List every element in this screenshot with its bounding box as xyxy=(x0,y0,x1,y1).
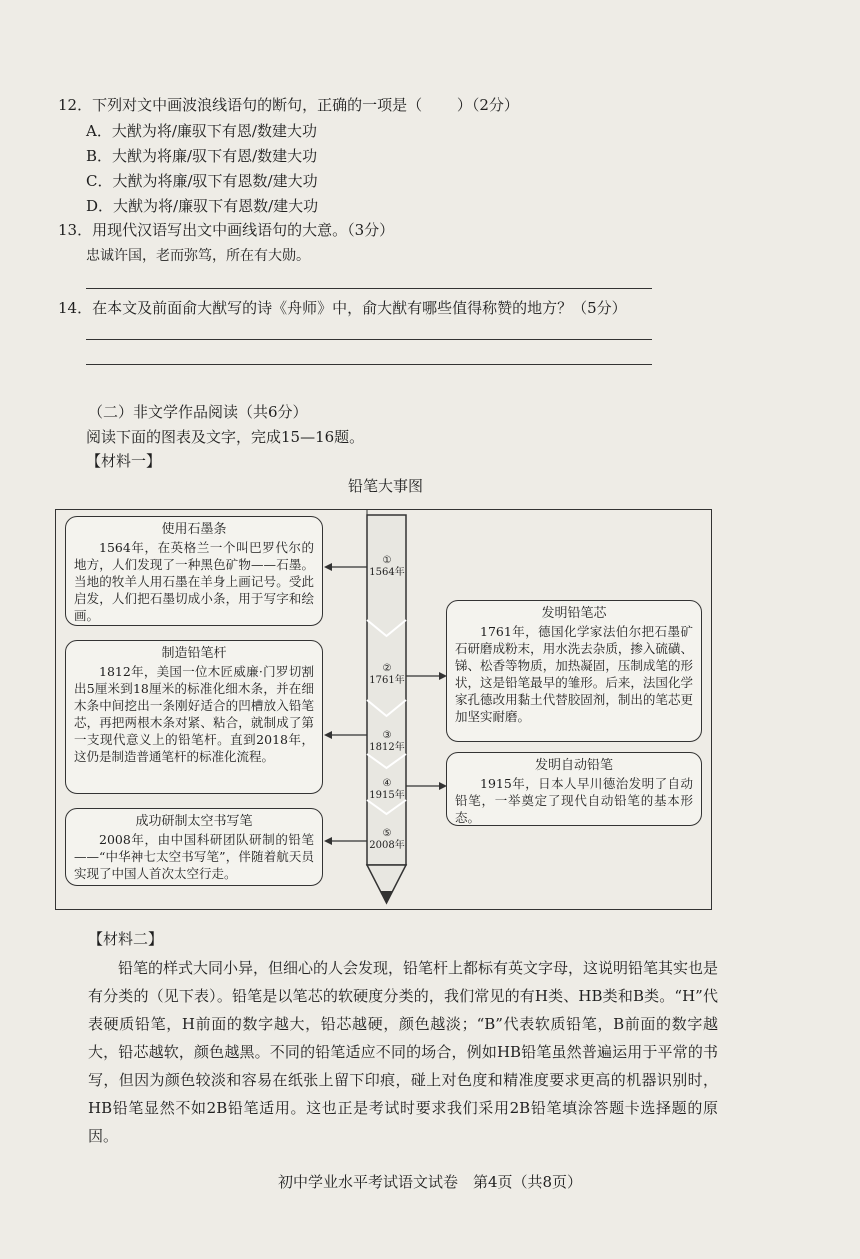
material1-label: 【材料一】 xyxy=(86,452,162,470)
box-holder-text: 1812年，美国一位木匠威廉·门罗切割出5厘米到18厘米的标准化细木条，并在细木条中间挖出一条刚好适合的凹槽放入铅笔芯，再把两根木条对紧、粘合，就制成了第一支现代意义上的铅笔杆。直到2018年，这仍是制造普通笔杆的标准化流程。 xyxy=(74,664,314,764)
box-space xyxy=(65,808,323,886)
box-lead-text: 1761年，德国化学家法伯尔把石墨矿石研磨成粉末，用水洗去杂质，掺入硫磺、锑、松香等物质，加热凝固，压制成笔的形状，这是铅笔最早的雏形。后来，法国化学家孔德改用黏土代替胶固剂，制出的笔芯更加坚实耐磨。 xyxy=(455,624,693,724)
box-lead-title: 发明铅笔芯 xyxy=(541,606,607,621)
box-graphite-title: 使用石墨条 xyxy=(161,522,227,537)
q12-option-d: D．大猷为将/廉驭下有恩数/建大功 xyxy=(86,197,319,215)
box-mechanical-text: 1915年，日本人早川德治发明了自动铅笔，一举奠定了现代自动铅笔的基本形态。 xyxy=(455,776,693,825)
milestone-5 xyxy=(368,828,406,852)
box-holder-title: 制造铅笔杆 xyxy=(161,646,227,661)
milestone-5-num: ⑤ xyxy=(382,828,392,839)
q14-answer-line-1 xyxy=(86,339,652,340)
q13-handwritten-answer: 忠诚许国，老而弥笃，所在有大勋。 xyxy=(86,248,310,264)
q12-option-c: C．大猷为将廉/驭下有恩数/建大功 xyxy=(86,172,318,190)
milestone-2 xyxy=(368,663,406,687)
q12-option-b: B．大猷为将廉/驭下有恩/数建大功 xyxy=(86,147,318,165)
q12-option-a: A．大猷为将/廉驭下有恩/数建大功 xyxy=(86,122,317,140)
q13-stem: 13．用现代汉语写出文中画线语句的大意。（3分） xyxy=(58,221,395,239)
box-graphite-text: 1564年，在英格兰一个叫巴罗代尔的地方，人们发现了一种黑色矿物——石墨。当地的牧羊人用石墨在羊身上画记号。受此启发，人们把石墨切成小条，用于写字和绘画。 xyxy=(74,540,314,623)
milestone-4-year: 1915年 xyxy=(369,790,405,801)
box-space-text: 2008年，由中国科研团队研制的铅笔——“中华神七太空书写笔”，伴随着航天员实现了中国人首次太空行走。 xyxy=(74,832,314,881)
box-mechanical xyxy=(446,752,702,826)
material2-label: 【材料二】 xyxy=(88,930,164,948)
box-mechanical-title: 发明自动铅笔 xyxy=(534,758,613,773)
milestone-2-num: ② xyxy=(382,663,392,674)
box-graphite xyxy=(65,516,323,626)
box-lead xyxy=(446,600,702,742)
milestone-4-num: ④ xyxy=(382,778,392,789)
material2-paragraph: 铅笔的样式大同小异，但细心的人会发现，铅笔杆上都标有英文字母，这说明铅笔其实也是有分类的（见下表）。铅笔是以笔芯的软硬度分类的，我们常见的有H类、HB类和B类。“H”代表硬质铅笔，H前面的数字越大，铅芯越硬，颜色越淡；“B”代表软质铅笔，B前面的数字越大，铅芯越软，颜色越黑。不同的铅笔适应不同的场合，例如HB铅笔虽然普遍运用于平常的书写，但因为颜色较淡和容易在纸张上留下印痕，碰上对色度和精准度要求更高的机器识别时，HB铅笔显然不如2B铅笔适用。这也正是考试时要求我们采用2B铅笔填涂答题卡选择题的原因。 xyxy=(88,959,719,1145)
milestone-2-year: 1761年 xyxy=(369,675,405,686)
box-space-title: 成功研制太空书写笔 xyxy=(135,814,253,829)
milestone-3-year: 1812年 xyxy=(369,742,405,753)
section2-instruction: 阅读下面的图表及文字，完成15—16题。 xyxy=(86,428,365,446)
section2-heading: （二）非文学作品阅读（共6分） xyxy=(88,403,308,421)
pencil-timeline-diagram xyxy=(55,509,712,910)
box-holder xyxy=(65,640,323,794)
milestone-3 xyxy=(368,730,406,754)
q12-stem: 12．下列对文中画波浪线语句的断句，正确的一项是（ ）（2分） xyxy=(58,96,519,114)
milestone-4 xyxy=(368,778,406,802)
milestone-1-num: ① xyxy=(382,555,392,566)
q14-answer-line-2 xyxy=(86,364,652,365)
milestone-3-num: ③ xyxy=(382,730,392,741)
milestone-1 xyxy=(368,555,406,579)
milestone-5-year: 2008年 xyxy=(369,840,405,851)
diagram-title: 铅笔大事图 xyxy=(348,477,424,495)
milestone-1-year: 1564年 xyxy=(369,567,405,578)
page-footer: 初中学业水平考试语文试卷 第4页（共8页） xyxy=(277,1173,583,1191)
q14-stem: 14．在本文及前面俞大猷写的诗《舟师》中，俞大猷有哪些值得称赞的地方？（5分） xyxy=(58,299,627,317)
q13-answer-line xyxy=(86,288,652,289)
